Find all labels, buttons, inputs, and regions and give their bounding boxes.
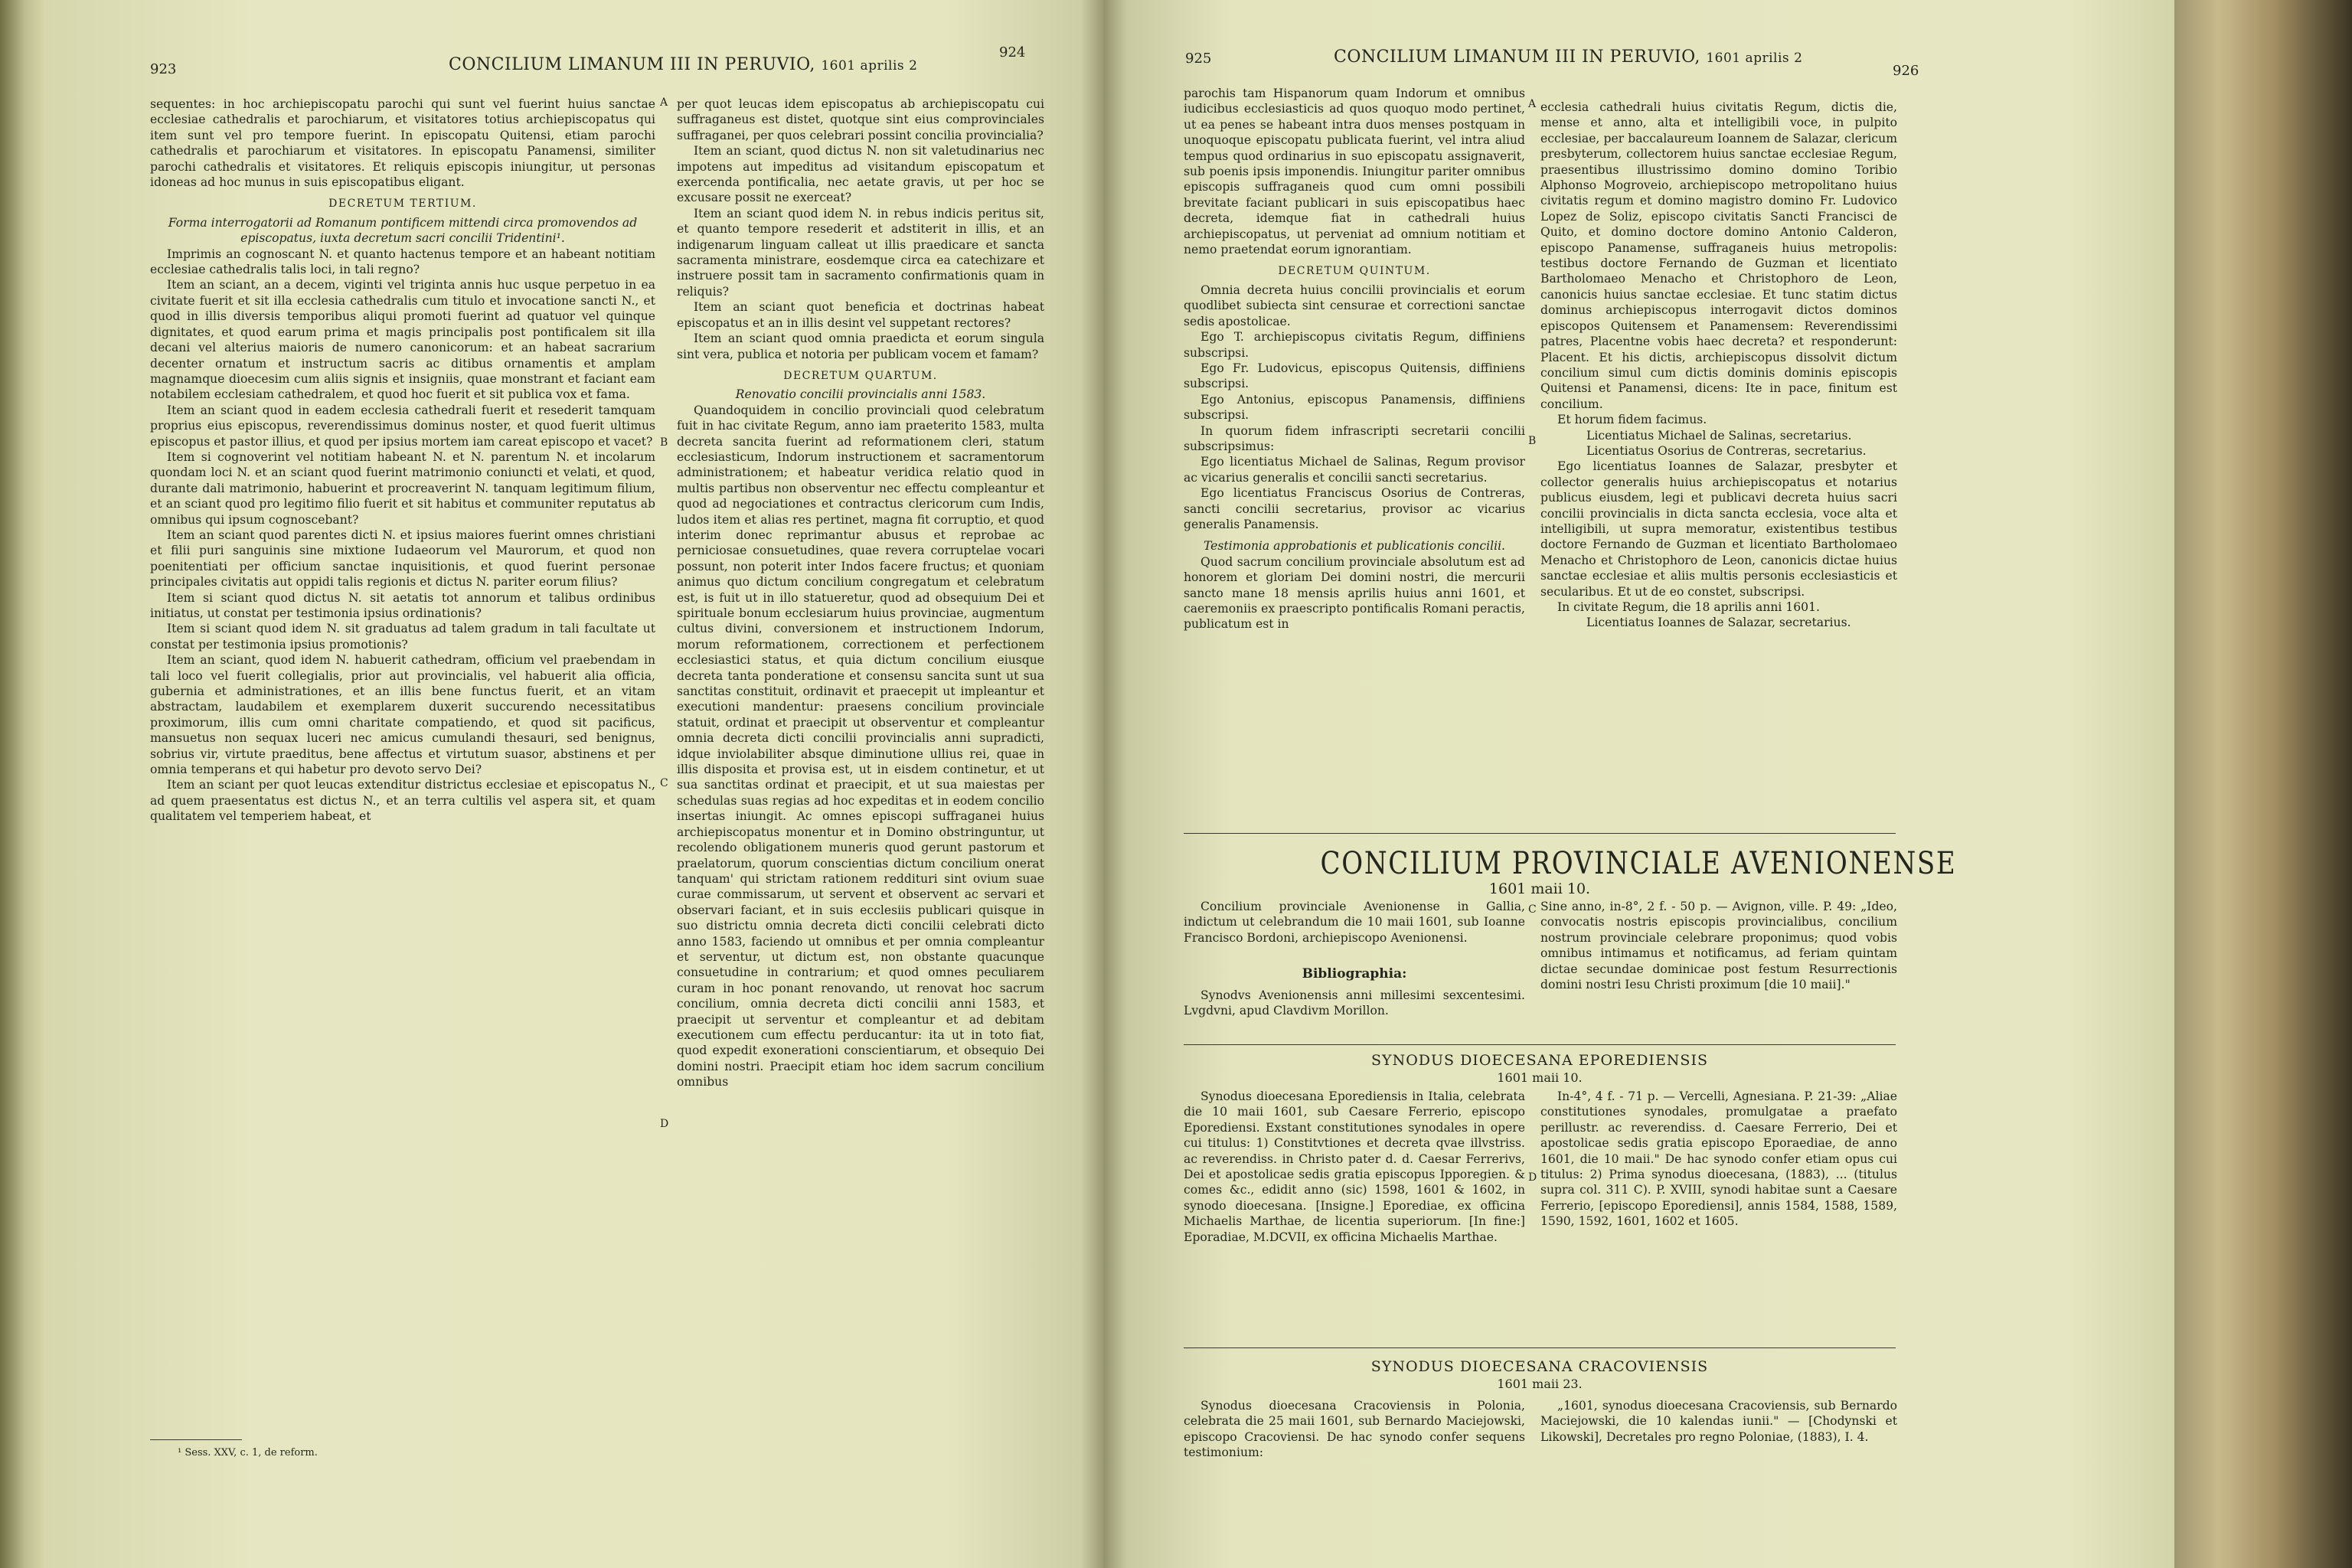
section-subtitle: Testimonia approbationis et publicationis concilii. xyxy=(1203,539,1506,554)
eporediensis-col-1 xyxy=(1184,1089,1525,1318)
paragraph: Item an sciant, an a decem, viginti vel triginta annis huc usque perpetuo in ea civitate fuerit et sit illa ecclesia cathedralis cum titulo et invocatione sancti N., et quod in illis diversis temporibus aliqui promoti fuerint ad quatuor vel quinque dignitates, et quod earum prima et magis principalis post pontificalem sit illa decani vel alterius maioris de numero canonicorum: et an habeat sacrarium decenter ornatum et instructum sacris ac ditibus ornamentis et amplam magnamque dioecesim cum aliis signis et insigniis, quae monstrant et faciant eam notabilem ecclesiam cathedralem, et quod hoc fuerit et sit publica vox et fama. xyxy=(150,278,655,402)
paragraph: Omnia decreta huius concilii provincialis et eorum quodlibet subiecta sint censurae et correctioni sanctae sedis apostolicae. xyxy=(1184,283,1525,328)
paragraph: Item an sciant quod parentes dicti N. et ipsius maiores fuerint omnes christiani et filii puri sanguinis sine mixtione Iudaeorum vel Maurorum, et quod non poenitentiati per officium sanctae inquisitionis, et quod fuerint personae principales civitatis aut oppidi talis regionis et dictus N. pariter eorum filius? xyxy=(150,528,655,590)
book-edge-left xyxy=(0,0,46,1568)
paragraph: Item an sciant quot beneficia et doctrinas habeat episcopatus et an in illis desint vel suppetant rectores? xyxy=(677,300,1044,330)
signature: Licentiatus Michael de Salinas, secretarius. xyxy=(1586,428,1852,443)
margin-mark-c: C xyxy=(660,777,668,789)
paragraph: Item si sciant quod dictus N. sit aetatis tot annorum et talibus ordinibus initiatus, ut constat per testimonia ipsius ordinationis? xyxy=(150,590,655,620)
right-column-2 xyxy=(1540,100,1897,827)
paragraph: Item an sciant, quod dictus N. non sit valetudinarius nec impotens aut impeditus ad visitandum episcopatum et exercenda pontificalia, nec aetate gravis, ut per hoc se excusare possit ne exerceat? xyxy=(677,144,1044,205)
paragraph: Item si sciant quod idem N. sit graduatus ad talem gradum in tali facultate ut constat per testimonia ipsius promotionis? xyxy=(150,622,655,652)
paragraph: parochis tam Hispanorum quam Indorum et omnibus iudicibus ecclesiasticis ad quos quoquo modo pertinet, ut ea penes se habeant intra duos menses postquam in unoquoque episcopatu publicata fuerint, vel intra aliud tempus quod ordinarius in suo episcopatu assignaverit, sub poenis ipsis imponendis. Iniungitur pariter omnibus episcopis suffraganeis quod cum omni possibili brevitate faciant publicari in suis episcopatibus haec decreta, idemque fiat in cathedrali huius archiepiscopatus, ut perveniat ad omnium notitiam et nemo praetendat eorum ignorantiam. xyxy=(1184,87,1525,257)
section-subtitle: Forma interrogatorii ad Romanum pontificem mittendi circa promovendos ad episcopatus, iuxta decretum sacri concilii Tridentini¹. xyxy=(168,215,638,246)
paragraph: Item si cognoverint vel notitiam habeant N. et N. parentum N. et incolarum quondam loci N. et an sciant quod fuerint matrimonio coniuncti et velati, et quod, durante dali matrimonio, habuerint et procreaverint N. tanquam legitimum filium, et an sciant quod pro legitimo filio fuerit et sit habitus et communiter reputatus ab omnibus qui ipsum cognoscebant? xyxy=(150,449,655,527)
margin-mark-d: D xyxy=(1528,1171,1537,1184)
paragraph: sequentes: in hoc archiepiscopatu parochi qui sunt vel fuerint huius sanctae ecclesiae cathedralis et parochiarum, et visitatores totius archiepiscopatus qui item sunt vel pro tempore fuerint. In episcopatu Quitensi, etiam parochi cathedralis et parochiarum et visitatores. In episcopatu Panamensi, similiter parochi cathedralis et visitatores. Et reliquis episcopis iniungitur, ut personas idoneas ad hoc munus in suis episcopatibus eligant. xyxy=(150,97,655,190)
running-head-title: CONCILIUM LIMANUM III IN PERUVIO, xyxy=(449,55,815,74)
eporediensis-date: 1601 maii 10. xyxy=(1497,1070,1583,1085)
running-head-date: 1601 aprilis 2 xyxy=(821,58,918,74)
page-number-926: 926 xyxy=(1893,63,1919,79)
page-number-925: 925 xyxy=(1185,51,1212,67)
footnote-rule xyxy=(150,1439,242,1440)
running-head-date: 1601 aprilis 2 xyxy=(1706,51,1803,66)
paragraph: per quot leucas idem episcopatus ab archiepiscopatu cui suffraganeus est distet, quotque sint eius comprovinciales suffraganei, per quos celebrari possint concilia provincialia? xyxy=(677,97,1044,142)
paragraph: ecclesia cathedrali huius civitatis Regum, dictis die, mense et anno, alta et intelligibili voce, in pulpito ecclesiae, per baccalaureum Ioannem de Salazar, clericum presbyterum, collectorem huius sanctae ecclesiae Regum, praesentibus illustrissimo domino domino Toribio Alphonso Mogroveio, archiepiscopo metropolitano huius civitatis regum et domino magistro domino Fr. Ludovico Lopez de Soliz, episcopo civitatis Sancti Francisci de Quito, et domino doctore domino Antonio Calderon, episcopo Panamense, suffraganeis huius metropolis: testibus doctore Fernando de Guzman et licentiato Bartholomaeo Menacho et Christophoro de Leon, canonicis huius sanctae ecclesiae. Et tunc statim dictus dominus archiepiscopus interrogavit dictos dominos episcopos Quitensem et Panamensem: Reverendissimi patres, Placentne vobis haec decreta? et responderunt: Placent. Et his dictis, archiepiscopus dissolvit dictum concilium simul cum dictis dominis dominis episcopis Quitensi et Panamensi, dicens: Ite in pace, finitum est concilium. xyxy=(1540,100,1897,411)
paragraph: Quod sacrum concilium provinciale absolutum est ad honorem et gloriam Dei domini nostri, die mercurii sancto mane 18 mensis aprilis huius anni 1601, et caeremoniis ex praescripto pontificalis Romani peractis, publicatum est in xyxy=(1184,554,1525,632)
paragraph: Concilium provinciale Avenionense in Gallia, indictum ut celebrandum die 10 maii 1601, sub Ioanne Francisco Bordoni, archiepiscopo Avenionensi. xyxy=(1184,900,1525,945)
paragraph: In civitate Regum, die 18 aprilis anni 1601. xyxy=(1557,600,1820,614)
running-head-title: CONCILIUM LIMANUM III IN PERUVIO, xyxy=(1334,47,1700,67)
paragraph: Synodus dioecesana Cracoviensis in Polonia, celebrata die 25 maii 1601, sub Bernardo Maciejowski, episcopo Cracoviensi. De hac synodo confer sequens testimonium: xyxy=(1184,1399,1525,1460)
eporediensis-col-2 xyxy=(1540,1089,1897,1318)
bibliography-heading: Bibliographia: xyxy=(1302,966,1407,982)
right-column-1 xyxy=(1184,86,1525,821)
paragraph: Ego licentiatus Ioannes de Salazar, presbyter et collector generalis huius archiepiscopatus et notarius publicus eiusdem, legi et publicavi decreta huius sacri concilii provincialis in dicta sancta ecclesia, voce alta et intelligibili, ut supra memoratur, existentibus testibus doctore Fernando de Guzman et licentiato Bartholomaeo Menacho et Christophoro de Leon, canonicis dictae huius sanctae ecclesiae et aliis multis personis ecclesiasticis et secularibus. Et ut de eo constet, subscripsi. xyxy=(1540,459,1897,599)
signature: Licentiatus Ioannes de Salazar, secretarius. xyxy=(1586,616,1851,630)
signature: Ego Antonius, episcopus Panamensis, diffiniens subscripsi. xyxy=(1184,392,1525,423)
paragraph: Synodvs Avenionensis anni millesimi sexcentesimi. Lvgdvni, apud Clavdivm Morillon. xyxy=(1184,988,1525,1018)
avenion-title: CONCILIUM PROVINCIALE AVENIONENSE xyxy=(1320,846,1957,881)
paragraph: Item an sciant, quod idem N. habuerit cathedram, officium vel praebendam in tali loco vel fuerit collegialis, prior aut provincialis, vel habuerit alia officia, gubernia et administrationes, et an illis bene functus fuerit, et an vitam abstractam, laudabilem et exemplarem duxerit succurendo necessitatibus proximorum, illis cum omni charitate compatiendo, et quod sit pacificus, mansuetus non sequax luceri nec amicus cumulandi thesauri, sed benignus, sobrius vir, virtute praeditus, bene affectus et virtutum suasor, abstinens et per omnia temperans et qui habetur pro devoto servo Dei? xyxy=(150,653,655,777)
left-column-1 xyxy=(150,96,655,1436)
avenion-date: 1601 maii 10. xyxy=(1488,880,1591,897)
eporediensis-title: SYNODUS DIOECESANA EPOREDIENSIS xyxy=(1371,1052,1708,1069)
paragraph: In-4°, 4 f. - 71 p. — Vercelli, Agnesiana. P. 21-39: „Aliae constitutiones synodales, promulgatae a praefato perillustr. ac reverendiss. d. Caesare Ferrerio, Dei et apostolicae sedis gratia episcopo Eporaediae, de anno 1601, die 10 maii." De hac synodo confer etiam opus cui titulus: 2) Prima synodus dioecesana, (1883), ... (titulus supra col. 311 C). P. XVIII, synodi habitae sunt a Caesare Ferrerio, [episcopo Eporediensi], annis 1584, 1588, 1589, 1590, 1592, 1601, 1602 et 1605. xyxy=(1540,1089,1897,1229)
section-rule xyxy=(1184,833,1896,834)
paragraph: Item an sciant quod idem N. in rebus indicis peritus sit, et quanto tempore resederit et adstiterit in illis, et an indigenarum linguam calleat ut illis praedicare et sancta sacramenta ministrare, eosdemque circa ea catechizare et instruere possit tam in sacramento confirmationis quam in reliquis? xyxy=(677,206,1044,299)
margin-mark-c: C xyxy=(1528,903,1537,916)
signature: Licentiatus Osorius de Contreras, secretarius. xyxy=(1586,443,1867,458)
paragraph: Item an sciant quod omnia praedicta et eorum singula sint vera, publica et notoria per publicam vocem et famam? xyxy=(677,332,1044,361)
section-heading: DECRETUM QUARTUM. xyxy=(783,369,938,382)
avenion-col-2 xyxy=(1540,899,1897,1037)
section-heading: DECRETUM QUINTUM. xyxy=(1278,265,1431,278)
signature: Ego T. archiepiscopus civitatis Regum, diffiniens subscripsi. xyxy=(1184,330,1525,360)
section-rule xyxy=(1184,1044,1896,1045)
avenion-col-1 xyxy=(1184,899,1525,960)
page-number-923: 923 xyxy=(150,61,177,77)
paragraph: In quorum fidem infrascripti secretarii concilii subscripsimus: xyxy=(1184,423,1525,453)
paragraph: Quandoquidem in concilio provinciali quod celebratum fuit in hac civitate Regum, anno iam praeterito 1583, multa decreta sancita fuerint ad reformationem cleri, statum ecclesiasticum, Indorum instructionem et sacramentorum administrationem; et habeatur veridica relatio quod in multis partibus non observentur nec effectu compleantur et quod ad negociationes et contractus clericorum cum Indis, ludos item et alias res pertinet, magna fit corruptio, et quod interim donec reprimantur abusus et reprobae ac perniciosae consuetudines, quae revera corruptelae vocari possunt, non poterit inter Indos facere fructus; et quoniam animus quo dictum concilium congregatum et celebratum est, is fuit ut in illo statueretur, quod ad obsequium Dei et spirituale bonum ecclesiarum huius provinciae, augmentum cultus divini, conversionem et instructionem Indorum, morum reformationem, correctionem et perfectionem ecclesiastici status, et quia dictum concilium eiusque decreta tanta ponderatione et consensu sancita sunt ut sua sanctitas constituit, ordinavit et praecepit ut impleantur et executioni mandentur: praesens concilium provinciale statuit, ordinat et praecipit ut observentur et compleantur omnia decreta dicti concilii provincialis anni supradicti, idque inviolabiliter absque diminutione ullius rei, quae in illis disposita et provisa est, ut in eisdem continetur, et ut sua sanctitas ordinat et praecipit, et ut sua maiestas per schedulas suas regias ad hoc expeditas et in eodem concilio insertas iniungit. Ac omnes episcopi suffraganei huius archiepiscopatus monentur et in Domino obstringuntur, ut recolendo obligationem muneris quod gerunt pastorum et praelatorum, quorum conscientias dictum concilium onerat tanquam' qui strictam rationem reddituri sint ovium suae curae commissarum, ut servent et observent ac servari et observari faciant, et in suis ecclesiis publicari quisque in suo districtu omnia decreta dicti concilii celebrati dicto anno 1583, faciendo ut omnibus et per omnia compleantur et serventur, ut dictum est, non obstante quacunque consuetudine in contrarium; et quod omnes peculiarem curam in hoc ponant renovando, ut renovat hoc sacrum concilium, omnia decreta dicti concilii anni 1583, et praecipit ut serventur et compleantur et ad debitam executionem cum effectu perducantur: ita ut in toto fiat, quod expedit exonerationi conscientiarum, et obsequio Dei domini nostri. Praecipit etiam hoc idem sacrum concilium omnibus xyxy=(677,403,1044,1089)
signature: Ego Fr. Ludovicus, episcopus Quitensis, diffiniens subscripsi. xyxy=(1184,361,1525,391)
paragraph: Item an sciant quod in eadem ecclesia cathedrali fuerit et resederit tamquam proprius eius episcopus, reverendissimus dominus noster, et quod fuerit ultimus episcopus et pastor illius, et quod per ipsius mortem iam careat episcopo et vacet? xyxy=(150,403,655,449)
signature: Ego licentiatus Michael de Salinas, Regum provisor ac vicarius generalis et concilii sancti secretarius. xyxy=(1184,455,1525,485)
cracoviensis-col-1 xyxy=(1184,1398,1525,1490)
cracoviensis-date: 1601 maii 23. xyxy=(1497,1377,1583,1391)
cracoviensis-col-2 xyxy=(1540,1398,1897,1490)
margin-mark-a: A xyxy=(660,96,668,109)
margin-mark-a: A xyxy=(1528,98,1537,110)
section-subtitle: Renovatio concilii provincialis anni 1583. xyxy=(735,387,986,402)
margin-mark-b: B xyxy=(1528,435,1537,447)
paragraph: „1601, synodus dioecesana Cracoviensis, sub Bernardo Maciejowski, die 10 kalendas iunii." — [Chodynski et Likowski], Decretales pro regno Poloniae, (1883), I. 4. xyxy=(1540,1399,1897,1444)
paragraph: Synodus dioecesana Eporediensis in Italia, celebrata die 10 maii 1601, sub Caesare Ferrerio, episcopo Eporediensi. Exstant constitutiones synodales in opere cui titulus: 1) Constitvtiones et decreta qvae illvstriss. ac reverendiss. in Christo pater d. d. Caesar Ferrerivs, Dei et apostolicae sedis gratia episcopus Ipporegien. & comes &c., edidit anno (sic) 1598, 1601 & 1602, in synodo dioecesana. [Insigne.] Eporediae, ex officina Michaelis Marthae, de licentia superiorum. [In fine:] Eporadiae, M.DCVII, ex officina Michaelis Marthae. xyxy=(1184,1089,1525,1244)
paragraph: Et horum fidem facimus. xyxy=(1557,413,1707,427)
running-head-left xyxy=(449,55,917,74)
margin-mark-b: B xyxy=(660,436,668,449)
paragraph: Imprimis an cognoscant N. et quanto hactenus tempore et an habeant notitiam ecclesiae cathedralis talis loci, in tali regno? xyxy=(150,247,655,277)
book-gutter xyxy=(1081,0,1127,1568)
margin-mark-d: D xyxy=(660,1118,669,1130)
page-number-924: 924 xyxy=(999,44,1026,60)
paragraph: Sine anno, in-8°, 2 f. - 50 p. — Avignon, ville. P. 49: „Ideo, convocatis nostris episcopis provincialibus, concilium nostrum provinciale celebrare proponimus; quod vobis omnibus intimamus et notificamus, ad feriam quintam dictae secundae dominicae post festum Resurrectionis domini nostri Iesu Christi proximum [die 10 maii]." xyxy=(1540,900,1897,992)
cracoviensis-title: SYNODUS DIOECESANA CRACOVIENSIS xyxy=(1370,1358,1709,1375)
signature: Ego licentiatus Franciscus Osorius de Contreras, sancti concilii secretarius, provisor ac vicarius generalis Panamensis. xyxy=(1184,486,1525,531)
left-column-2 xyxy=(677,96,1044,1467)
paragraph: Item an sciant per quot leucas extenditur districtus ecclesiae et episcopatus N., ad quem praesentatus est dictus N., et an terra cultilis vel aspera sit, et quam qualitatem vel temperiem habeat, et xyxy=(150,778,655,824)
book-edge-right xyxy=(2174,0,2352,1568)
section-heading: DECRETUM TERTIUM. xyxy=(328,198,477,211)
avenion-biblio xyxy=(1184,988,1525,1034)
footnote: ¹ Sess. XXV, c. 1, de reform. xyxy=(178,1447,318,1459)
running-head-right xyxy=(1334,47,1802,67)
